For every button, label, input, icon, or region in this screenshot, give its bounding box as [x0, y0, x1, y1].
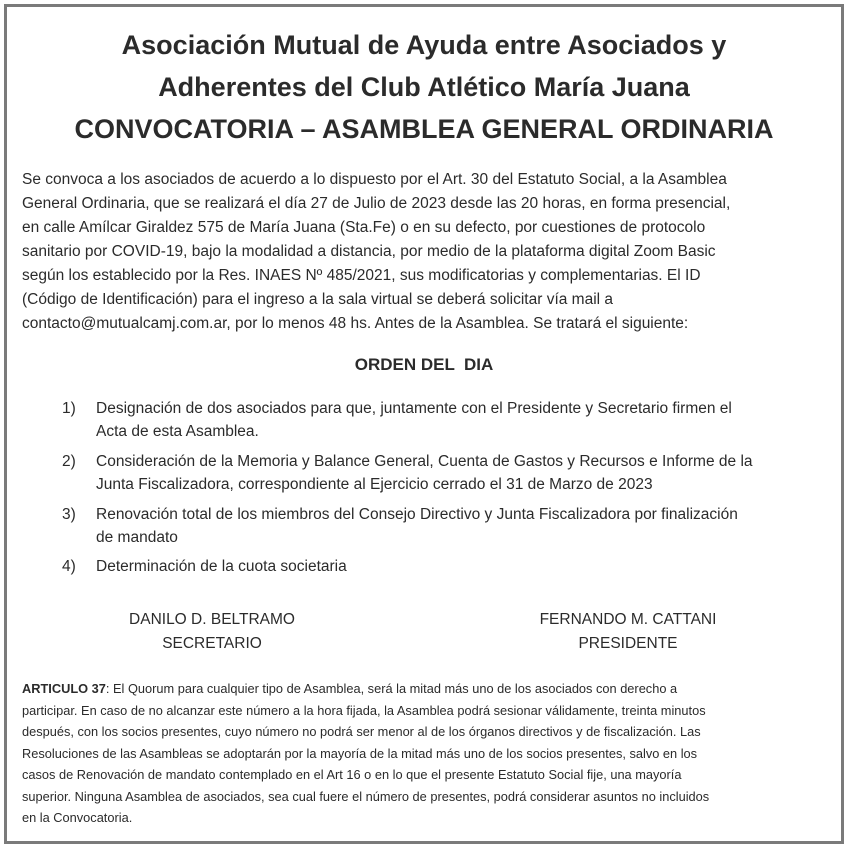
signature-role: SECRETARIO — [162, 635, 262, 652]
title-line-2: Adherentes del Club Atlético María Juana — [158, 72, 690, 102]
article-line: casos de Renovación de mandato contemplado en el Art 16 o en lo que el presente Estatuto Social fije, una mayoría — [22, 767, 682, 782]
signature-name: FERNANDO M. CATTANI — [539, 611, 717, 628]
article-37-paragraph — [22, 678, 822, 829]
agenda-item-text — [96, 450, 826, 496]
intro-line: en calle Amílcar Giraldez 575 de María Juana (Sta.Fe) o en su defecto, por cuestiones de protocolo — [22, 219, 706, 236]
title-line-1: Asociación Mutual de Ayuda entre Asociados y — [121, 30, 727, 60]
agenda-item-number: 4) — [62, 558, 76, 575]
agenda-item-number: 1) — [62, 400, 76, 417]
agenda-item-line: Renovación total de los miembros del Consejo Directivo y Junta Fiscalizadora por finalización — [96, 506, 738, 523]
agenda-item-text — [96, 555, 826, 578]
intro-line: contacto@mutualcamj.com.ar, por lo menos 48 hs. Antes de la Asamblea. Se tratará el siguiente: — [22, 315, 689, 332]
agenda-item-line: Designación de dos asociados para que, juntamente con el Presidente y Secretario firmen el — [96, 400, 732, 417]
article-line-text: : El Quorum para cualquier tipo de Asamblea, será la mitad más uno de los asociados con derecho a — [105, 681, 678, 696]
article-line — [22, 678, 822, 700]
article-line: en la Convocatoria. — [22, 810, 133, 825]
signature-secretario — [72, 608, 352, 656]
intro-paragraph — [22, 168, 818, 336]
intro-line: sanitario por COVID-19, bajo la modalidad a distancia, por medio de la plataforma digital Zoom Basic — [22, 243, 716, 260]
agenda-item-line: Acta de esta Asamblea. — [96, 423, 259, 440]
intro-line: Se convoca a los asociados de acuerdo a lo dispuesto por el Art. 30 del Estatuto Social, a la Asamblea — [22, 171, 727, 188]
article-line: participar. En caso de no alcanzar este número a la hora fijada, la Asamblea podrá sesionar válidamente, treinta minutos — [22, 702, 706, 718]
article-line: superior. Ninguna Asamblea de asociados, sea cual fuere el número de presentes, podrá considerar asuntos no incluidos — [22, 788, 710, 804]
agenda-item-line: de mandato — [96, 529, 178, 546]
agenda-item-line: Consideración de la Memoria y Balance General, Cuenta de Gastos y Recursos e Informe de la — [96, 453, 753, 470]
title-line-3: CONVOCATORIA – ASAMBLEA GENERAL ORDINARIA — [74, 114, 774, 144]
intro-line: según los establecido por la Res. INAES Nº 485/2021, sus modificatorias y complementarias. El ID — [22, 267, 701, 284]
agenda-item-number: 3) — [62, 506, 76, 523]
article-line: Resoluciones de las Asambleas se adoptarán por la mayoría de la mitad más uno de los socios presentes, salvo en los — [22, 745, 698, 761]
intro-line: (Código de Identificación) para el ingreso a la sala virtual se deberá solicitar vía mail a — [22, 291, 614, 308]
orden-del-dia-heading: ORDEN DEL DIA — [354, 355, 494, 374]
agenda-item-number: 2) — [62, 453, 76, 470]
article-label: ARTICULO 37 — [22, 681, 106, 696]
agenda-item-line: Junta Fiscalizadora, correspondiente al Ejercicio cerrado el 31 de Marzo de 2023 — [96, 476, 653, 493]
agenda-item-text — [96, 503, 826, 549]
agenda-item-line: Determinación de la cuota societaria — [96, 558, 347, 575]
intro-line: General Ordinaria, que se realizará el día 27 de Julio de 2023 desde las 20 horas, en forma presencial, — [22, 195, 731, 212]
article-line: después, con los socios presentes, cuyo número no podrá ser menor al de los órganos directivos y de fiscalización. Las — [22, 724, 701, 739]
signature-name: DANILO D. BELTRAMO — [129, 611, 295, 628]
signature-role: PRESIDENTE — [578, 635, 678, 652]
signature-presidente — [488, 608, 768, 656]
agenda-item-text — [96, 397, 826, 443]
